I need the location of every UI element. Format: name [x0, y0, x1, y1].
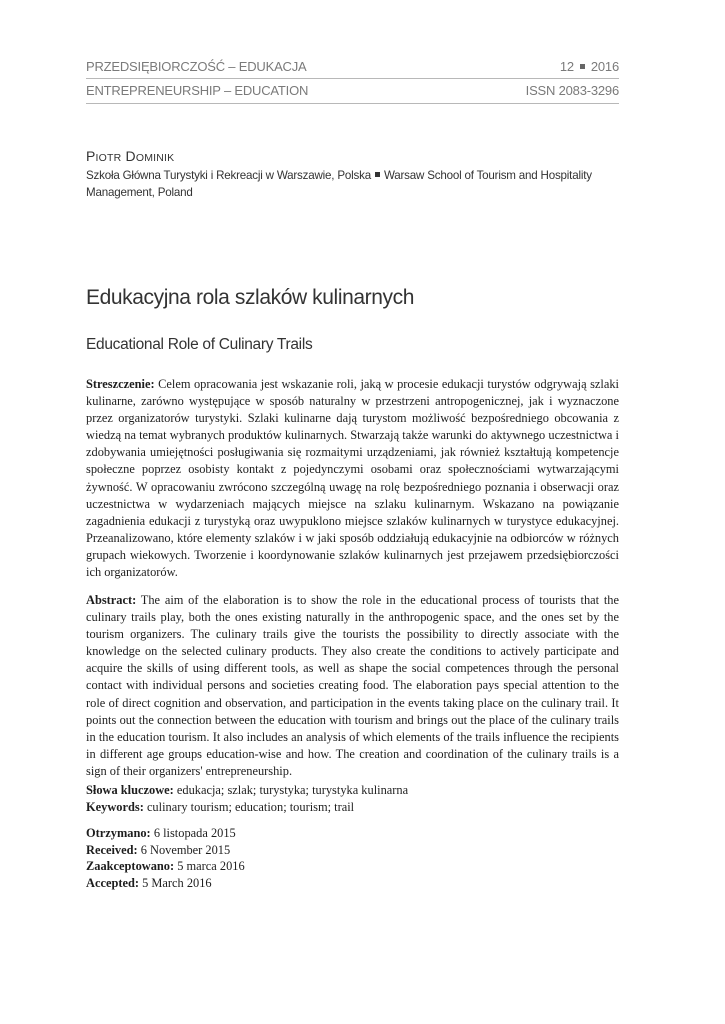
author-block [86, 148, 626, 201]
abstract-pl-label: Streszczenie: [86, 377, 155, 391]
keywords-pl-text: edukacja; szlak; turystyka; turystyka kulinarna [176, 783, 409, 797]
running-header [86, 56, 619, 104]
date-value: 5 March 2016 [142, 875, 212, 890]
date-value: 5 marca 2016 [177, 859, 245, 873]
abstract-en-text: The aim of the elaboration is to show the role in the educational process of tourists that the culinary trails play, both the ones existing naturally in the anthropogenic space, and the ones set by the tourism organizers. The culinary trails give the tourists the possibility to directly associate with the knowledge on the selected culinary products. They also create the conditions to actively participate and acquire the skills of using different tools, as well as shape the social competences through the personal contact with individual persons and societies creating food. The elaboration pays special attention to the role of direct cognition and observation, and participation in the events taking place on the culinary trail. It points out the connection between the education with tourism and brings out the place of the culinary trails in the education tourism. It also includes an analysis of which elements of the trails influence the recipients in different age groups education-wise and how. The creation and coordination of the culinary trails is a sign of their organizers' entrepreneurship. [86, 593, 620, 778]
keywords-en-label: Keywords: [86, 799, 144, 814]
abstract-en [86, 592, 619, 780]
date-label: Zaakceptowano: [86, 859, 175, 873]
date-label: Received: [86, 842, 138, 857]
keywords-pl [86, 782, 619, 799]
keywords-pl-label: Słowa kluczowe: [86, 783, 174, 797]
square-bullet-icon [375, 172, 380, 177]
header-row-2 [86, 79, 619, 104]
keywords-block [86, 782, 619, 815]
date-label: Accepted: [86, 875, 139, 890]
keywords-en [86, 799, 619, 816]
issue-number: 12 [559, 59, 574, 74]
abstract-en-label: Abstract: [86, 593, 137, 607]
keywords-en-text: culinary tourism; education; tourism; trail [146, 799, 355, 814]
dates-block [86, 825, 619, 891]
journal-title-en: ENTREPRENEURSHIP – EDUCATION [86, 83, 309, 98]
date-row [86, 825, 619, 842]
date-value: 6 listopada 2015 [153, 826, 236, 840]
square-bullet-icon [580, 64, 585, 69]
header-row-1 [86, 56, 619, 79]
author-first-initial: P [86, 148, 96, 164]
date-row [86, 842, 619, 859]
article-title-en: Educational Role of Culinary Trails [86, 336, 313, 353]
issue-year: 2016 [590, 59, 619, 74]
journal-title-pl: PRZEDSIĘBIORCZOŚĆ – EDUKACJA [86, 59, 307, 74]
article-title-pl: Edukacyjna rola szlaków kulinarnych [86, 286, 414, 309]
affiliation-en: Warsaw School of Tourism and Hospitality Management, Poland [86, 169, 592, 199]
date-label: Otrzymano: [86, 826, 151, 840]
author-last-rest: OMINIK [135, 152, 175, 164]
author-name [86, 148, 626, 164]
date-value: 6 November 2015 [140, 842, 231, 857]
author-first-rest: IOTR [95, 152, 122, 164]
author-last-initial: D [125, 148, 136, 164]
abstract-pl [86, 376, 619, 581]
author-affiliation [86, 167, 626, 201]
abstract-pl-text: Celem opracowania jest wskazanie roli, jaką w procesie edukacji turystów odgrywają szlaki kulinarne, zarówno występujące w sposób naturalny w przestrzeni antropogenicznej, jak i wyznaczone przez organizatorów turystyki. Szlaki kulinarne dają turystom możliwość bezpośredniego obcowania z wiedzą na temat wybranych produktów kulinarnych. Stwarzają także warunki do aktywnego uczestnictwa i zdobywania umiejętności posługiwania się rozmaitymi urządzeniami, jak również kształtują kompetencje społeczne poprzez osobisty kontakt z pojedynczymi osobami oraz społecznościami wytwarzającymi żywność. W opracowaniu zwrócono szczególną uwagę na rolę bezpośredniego poznania i obserwacji oraz uczestnictwa w wydarzeniach mających miejsce na szlaku kulinarnym. Wskazano na powiązanie zagadnienia edukacji z turystyką oraz uwypuklono miejsce szlaków kulinarnych w turystyce edukacyjnej. Przeanalizowano, które elementy szlaków i w jaki sposób oddziałują edukacyjnie na odbiorców w różnych grupach wiekowych. Tworzenie i koordynowanie szlaków kulinarnych jest przejawem przedsiębiorczości ich organizatorów. [86, 377, 619, 580]
issue-info [560, 59, 619, 75]
issn: ISSN 2083-3296 [525, 83, 619, 98]
date-row [86, 875, 619, 892]
date-row [86, 858, 619, 875]
affiliation-pl: Szkoła Główna Turystyki i Rekreacji w Warszawie, Polska [86, 169, 371, 182]
